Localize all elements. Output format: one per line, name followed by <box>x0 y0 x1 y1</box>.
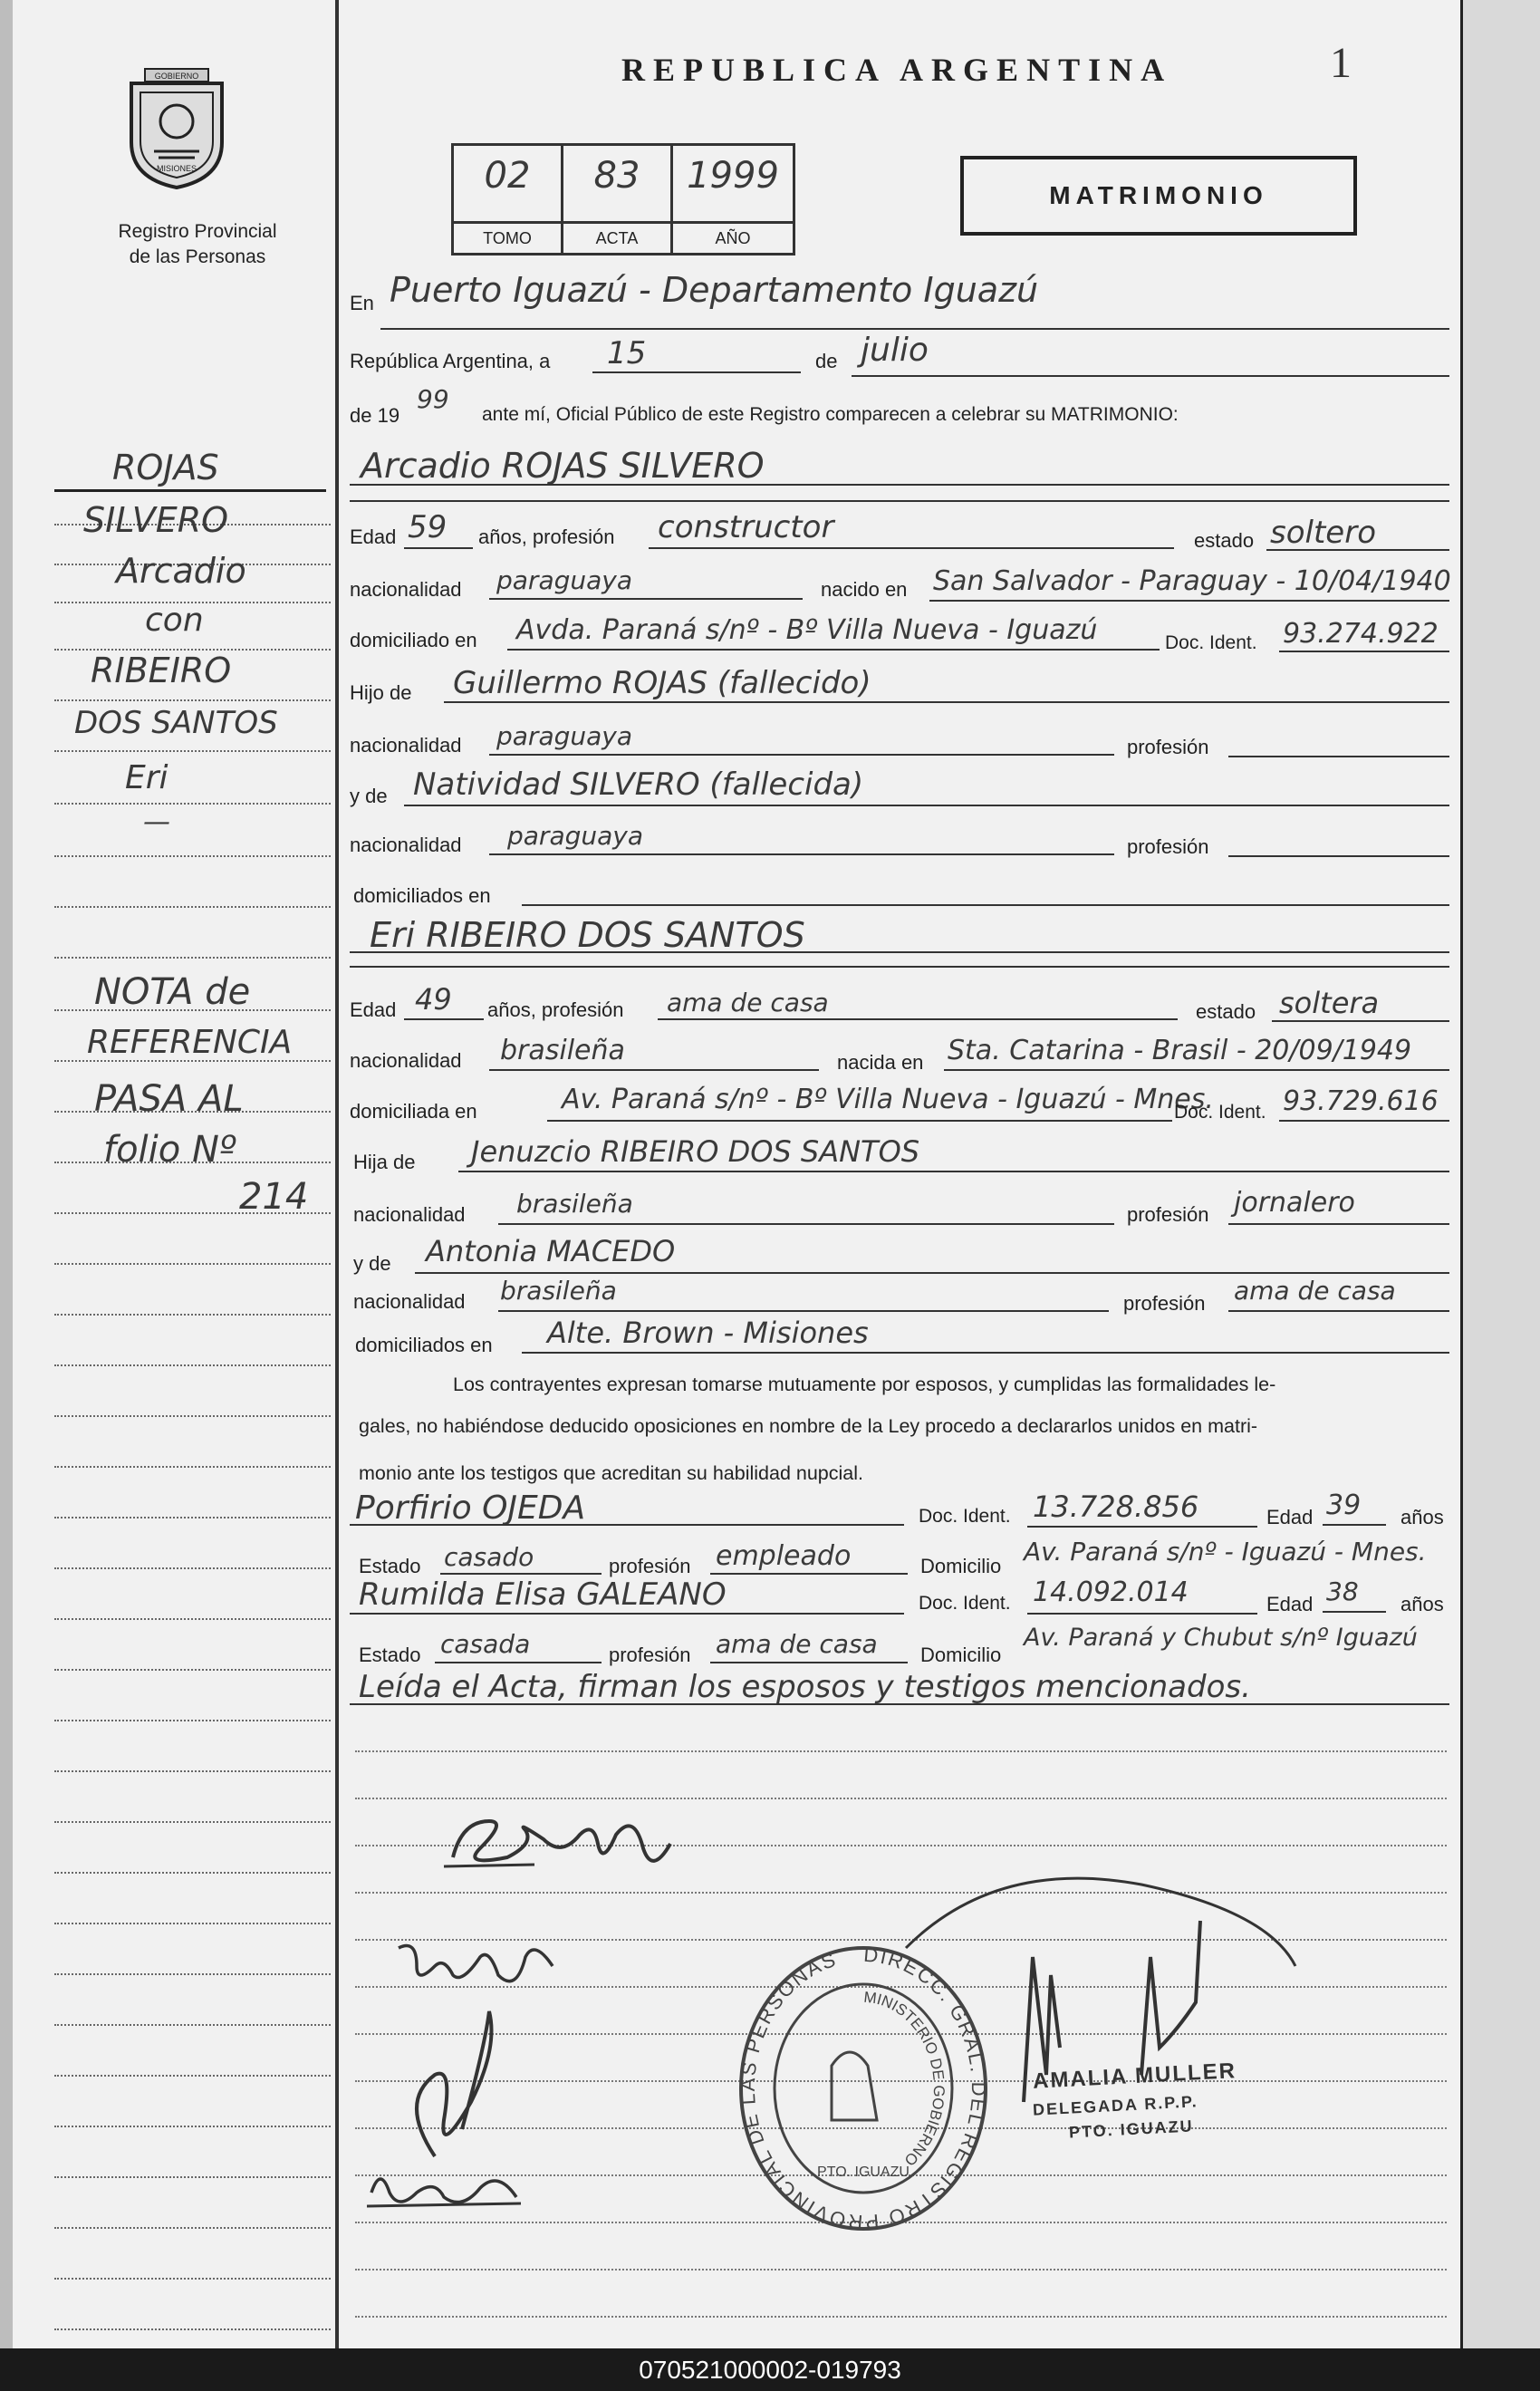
svg-text:GOBIERNO: GOBIERNO <box>154 72 199 81</box>
closing-statement: Leída el Acta, firman los esposos y testigos mencionados. <box>359 1669 1251 1705</box>
bride-father-nat: brasileña <box>516 1189 633 1219</box>
margin-divider <box>335 0 339 2348</box>
witness1-doc: 13.728.856 <box>1033 1490 1199 1524</box>
registry-label <box>80 219 315 270</box>
bride-nationality: brasileña <box>500 1035 625 1066</box>
groom-address: Avda. Paraná s/nº - Bº Villa Nueva - Iguazú <box>516 614 1098 646</box>
groom-nacionalidad-label: nacionalidad <box>350 578 462 601</box>
official-title: DELEGADA R.P.P. <box>1032 2092 1199 2119</box>
bride-status: soltera <box>1279 986 1380 1020</box>
groom-domiciliado-label: domiciliado en <box>350 629 477 651</box>
svg-text:MISIONES: MISIONES <box>156 164 197 173</box>
ceremony-year: 99 <box>417 384 449 414</box>
page-title: REPUBLICA ARGENTINA <box>621 52 1173 88</box>
groom-father: Guillermo ROJAS (fallecido) <box>453 665 871 701</box>
bride-birth: Sta. Catarina - Brasil - 20/09/1949 <box>948 1035 1412 1066</box>
page-right-edge <box>1460 0 1540 2348</box>
bride-father: Jenuzcio RIBEIRO DOS SANTOS <box>471 1134 920 1169</box>
witness1-anios-label: años <box>1400 1506 1444 1528</box>
margin-surname1: ROJAS <box>112 448 219 487</box>
witness2-anios-label: años <box>1400 1593 1444 1615</box>
witness1-domicilio-label: Domicilio <box>920 1555 1002 1577</box>
witness2-estado-label: Estado <box>359 1644 421 1666</box>
acta-label: ACTA <box>563 221 670 253</box>
bride-full-name: Eri RIBEIRO DOS SANTOS <box>370 915 805 955</box>
groom-father-nat: paraguaya <box>496 721 633 751</box>
document-id: 070521000002-019793 <box>639 2356 901 2384</box>
ceremony-place: Puerto Iguazú - Departamento Iguazú <box>390 270 1039 310</box>
witness1-address: Av. Paraná s/nº - Iguazú - Mnes. <box>1024 1537 1427 1567</box>
official-name: AMALIA MULLER <box>1032 2058 1237 2094</box>
provincial-seal-icon <box>118 65 236 192</box>
anio-label: AÑO <box>673 221 793 253</box>
groom-father-prof-label: profesión <box>1127 736 1209 758</box>
groom-hijo-label: Hijo de <box>350 681 412 704</box>
margin-surname4: DOS SANTOS <box>74 705 278 741</box>
declaration-line2: gales, no habiéndose deducido oposiciones en nombre de la Ley procedo a declararlos unidos en matri- <box>359 1415 1258 1437</box>
anio-cell <box>673 146 793 253</box>
bride-nacionalidad-label: nacionalidad <box>350 1049 462 1072</box>
witness2-profession: ama de casa <box>716 1629 878 1659</box>
witness2-doc: 14.092.014 <box>1033 1576 1189 1608</box>
witness2-age: 38 <box>1326 1576 1359 1606</box>
margin-note-line4: folio Nº <box>103 1129 236 1171</box>
witness2-doc-label: Doc. Ident. <box>919 1593 1011 1614</box>
intro-statement: ante mí, Oficial Público de este Registro comparecen a celebrar su MATRIMONIO: <box>482 404 1179 425</box>
margin-dash: — <box>143 806 170 838</box>
bride-domiciliados-label: domiciliados en <box>355 1334 493 1356</box>
bride-father-prof: jornalero <box>1234 1187 1355 1219</box>
ceremony-day: 15 <box>607 335 647 371</box>
witness1-edad-label: Edad <box>1266 1506 1314 1528</box>
bride-profesion-label: años, profesión <box>487 998 624 1021</box>
witness1-profession: empleado <box>716 1540 852 1572</box>
label-year-prefix: de 19 <box>350 404 400 427</box>
bride-doc-label: Doc. Ident. <box>1174 1102 1266 1123</box>
margin-note-line2: REFERENCIA <box>87 1024 293 1061</box>
label-en: En <box>350 292 374 314</box>
official-place: PTO. IGUAZU <box>1068 2116 1195 2142</box>
groom-estado-label: estado <box>1194 529 1255 552</box>
groom-signature <box>426 1794 698 1894</box>
page-left-edge <box>0 0 13 2348</box>
witness2-profesion-label: profesión <box>609 1644 691 1666</box>
record-reference-box <box>451 143 795 255</box>
margin-surname2: SILVERO <box>83 500 229 540</box>
declaration-line3: monio ante los testigos que acreditan su habilidad nupcial. <box>359 1462 863 1484</box>
groom-status: soltero <box>1270 515 1376 551</box>
bride-mother: Antonia MACEDO <box>426 1234 676 1268</box>
bride-mother-nat: brasileña <box>500 1276 617 1306</box>
groom-age: 59 <box>408 509 448 545</box>
acta-value: 83 <box>593 155 640 197</box>
bride-yde-label: y de <box>353 1252 391 1275</box>
bride-age: 49 <box>415 982 452 1017</box>
bride-estado-label: estado <box>1196 1000 1256 1023</box>
groom-nacido-label: nacido en <box>821 578 908 601</box>
groom-birth: San Salvador - Paraguay - 10/04/1940 <box>933 565 1451 597</box>
ceremony-month: julio <box>861 332 929 369</box>
groom-edad-label: Edad <box>350 525 397 548</box>
registry-label-line2: de las Personas <box>129 246 266 267</box>
groom-domiciliados-label: domiciliados en <box>353 884 491 907</box>
witness2-edad-label: Edad <box>1266 1593 1314 1615</box>
witness1-age: 39 <box>1326 1490 1362 1521</box>
declaration-line1: Los contrayentes expresan tomarse mutuamente por esposos, y cumplidas las formalidades le- <box>453 1374 1276 1395</box>
label-republica: República Argentina, a <box>350 350 551 372</box>
margin-surname3: RIBEIRO <box>91 651 232 690</box>
groom-profession: constructor <box>658 509 834 545</box>
bride-edad-label: Edad <box>350 998 397 1021</box>
groom-mother-nat-label: nacionalidad <box>350 834 462 856</box>
groom-mother-prof-label: profesión <box>1127 835 1209 858</box>
margin-given2: Eri <box>125 759 168 796</box>
acta-cell <box>563 146 673 253</box>
groom-full-name: Arcadio ROJAS SILVERO <box>361 446 765 486</box>
witness1-profesion-label: profesión <box>609 1555 691 1577</box>
svg-text:PTO. IGUAZU: PTO. IGUAZU <box>817 2164 910 2180</box>
bride-signature <box>390 1930 580 2002</box>
witness1-signature <box>380 1993 562 2174</box>
bride-domiciliada-label: domiciliada en <box>350 1100 477 1123</box>
margin-note-line1: NOTA de <box>94 971 251 1013</box>
bride-mother-prof-label: profesión <box>1123 1292 1206 1315</box>
anio-value: 1999 <box>687 155 779 197</box>
bride-profession: ama de casa <box>667 988 829 1017</box>
tomo-label: TOMO <box>454 221 561 253</box>
groom-father-nat-label: nacionalidad <box>350 734 462 757</box>
tomo-cell <box>454 146 563 253</box>
witness1-doc-label: Doc. Ident. <box>919 1506 1011 1527</box>
witness2-address: Av. Paraná y Chubut s/nº Iguazú <box>1024 1624 1418 1652</box>
bride-doc: 93.729.616 <box>1283 1085 1439 1117</box>
bride-father-nat-label: nacionalidad <box>353 1203 466 1226</box>
witness1-estado-label: Estado <box>359 1555 421 1577</box>
witness2-signature <box>362 2156 544 2229</box>
margin-note-line3: PASA AL <box>94 1078 244 1120</box>
witness1-status: casado <box>444 1542 534 1572</box>
witness2-name: Rumilda Elisa GALEANO <box>359 1576 727 1613</box>
margin-con: con <box>145 602 204 639</box>
page-number: 1 <box>1330 39 1352 87</box>
document-type-box: MATRIMONIO <box>960 156 1357 236</box>
tomo-value: 02 <box>484 155 531 197</box>
bride-address: Av. Paraná s/nº - Bº Villa Nueva - Iguazú - Mnes. <box>562 1084 1214 1115</box>
groom-nationality: paraguaya <box>496 565 633 595</box>
groom-doc-label: Doc. Ident. <box>1165 632 1257 653</box>
groom-doc: 93.274.922 <box>1283 618 1439 650</box>
bride-hija-label: Hija de <box>353 1151 416 1173</box>
groom-profesion-label: años, profesión <box>478 525 615 548</box>
registry-label-line1: Registro Provincial <box>118 221 277 242</box>
witness1-name: Porfirio OJEDA <box>355 1490 586 1527</box>
margin-note-line5: 214 <box>239 1176 309 1218</box>
groom-mother: Natividad SILVERO (fallecida) <box>413 766 864 803</box>
groom-mother-nat: paraguaya <box>507 821 644 851</box>
witness2-status: casada <box>440 1629 531 1659</box>
witness2-domicilio-label: Domicilio <box>920 1644 1002 1666</box>
svg-text:MINISTERIO DE GOBIERNO: MINISTERIO DE GOBIERNO <box>862 1988 948 2170</box>
bride-nacida-label: nacida en <box>837 1051 924 1074</box>
bride-mother-prof: ama de casa <box>1234 1276 1396 1306</box>
svg-text:DIRECC. GRAL. DEL REGISTRO PRO: DIRECC. GRAL. DEL REGISTRO PROVINCIAL DE LAS PERSONAS <box>736 1943 991 2234</box>
bride-parents-address: Alte. Brown - Misiones <box>547 1316 869 1350</box>
margin-given1: Arcadio <box>116 551 246 591</box>
label-de: de <box>815 350 838 372</box>
groom-yde-label: y de <box>350 785 388 807</box>
bride-father-prof-label: profesión <box>1127 1203 1209 1226</box>
bride-mother-nat-label: nacionalidad <box>353 1290 466 1313</box>
